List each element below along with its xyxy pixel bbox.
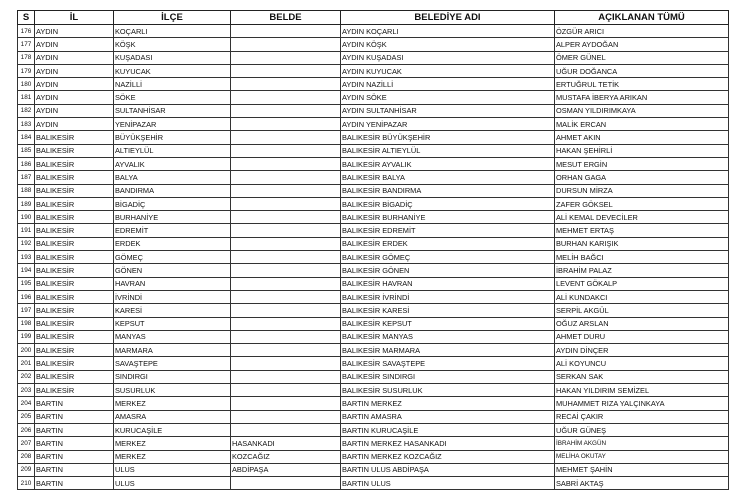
il-cell: AYDIN	[35, 91, 114, 104]
belediye-cell: BARTIN MERKEZ HASANKADI	[341, 437, 555, 450]
belde-cell: HASANKADI	[231, 437, 341, 450]
candidate-cell: OĞUZ ARSLAN	[555, 317, 729, 330]
candidate-cell: MALİK ERCAN	[555, 118, 729, 131]
ilce-cell: SUSURLUK	[114, 384, 231, 397]
belediye-cell: BALIKESİR SUSURLUK	[341, 384, 555, 397]
ilce-cell: YENİPAZAR	[114, 118, 231, 131]
row-number-cell: 183	[18, 118, 35, 131]
candidate-cell: MELİHA OKUTAY	[555, 450, 729, 463]
il-cell: BALIKESİR	[35, 224, 114, 237]
table-row	[18, 197, 729, 210]
row-number-cell: 195	[18, 277, 35, 290]
belde-cell	[231, 397, 341, 410]
il-cell: BALIKESİR	[35, 304, 114, 317]
il-cell: BALIKESİR	[35, 317, 114, 330]
row-number-cell: 208	[18, 450, 35, 463]
table-row	[18, 437, 729, 450]
belde-cell: ABDİPAŞA	[231, 463, 341, 476]
table-row	[18, 304, 729, 317]
table-row	[18, 38, 729, 51]
candidate-cell: ZAFER GÖKSEL	[555, 197, 729, 210]
table-row	[18, 277, 729, 290]
belde-cell	[231, 104, 341, 117]
il-cell: BALIKESİR	[35, 384, 114, 397]
belde-cell	[231, 423, 341, 436]
belde-cell	[231, 370, 341, 383]
row-number-cell: 182	[18, 104, 35, 117]
il-cell: BALIKESİR	[35, 290, 114, 303]
belediye-cell: BALIKESİR ALTIEYLÜL	[341, 144, 555, 157]
il-cell: BALIKESİR	[35, 264, 114, 277]
row-number-cell: 184	[18, 131, 35, 144]
belde-cell	[231, 290, 341, 303]
table-row	[18, 397, 729, 410]
belde-cell	[231, 357, 341, 370]
belediye-cell: AYDIN KÖŞK	[341, 38, 555, 51]
candidate-cell: ALİ KOYUNCU	[555, 357, 729, 370]
row-number-cell: 204	[18, 397, 35, 410]
il-cell: BALIKESİR	[35, 277, 114, 290]
table-row	[18, 118, 729, 131]
belediye-cell: BARTIN MERKEZ KOZCAĞIZ	[341, 450, 555, 463]
belediye-cell: BALIKESİR BÜYÜKŞEHİR	[341, 131, 555, 144]
row-number-cell: 194	[18, 264, 35, 277]
belde-cell	[231, 304, 341, 317]
belediye-cell: BARTIN MERKEZ	[341, 397, 555, 410]
row-number-cell: 206	[18, 423, 35, 436]
row-number-cell: 187	[18, 171, 35, 184]
belediye-cell: BALIKESİR KEPSUT	[341, 317, 555, 330]
header-belediye-adi: BELEDİYE ADI	[341, 11, 555, 25]
table-row	[18, 211, 729, 224]
il-cell: AYDIN	[35, 118, 114, 131]
belde-cell	[231, 237, 341, 250]
ilce-cell: AYVALIK	[114, 157, 231, 170]
candidate-cell: ALİ KUNDAKCI	[555, 290, 729, 303]
row-number-cell: 202	[18, 370, 35, 383]
candidate-cell: UĞUR DOĞANCA	[555, 64, 729, 77]
belediye-cell: BALIKESİR BURHANİYE	[341, 211, 555, 224]
candidate-cell: ÖZGÜR ARICI	[555, 25, 729, 38]
candidate-cell: ÖMER GÜNEL	[555, 51, 729, 64]
belediye-cell: BALIKESİR HAVRAN	[341, 277, 555, 290]
ilce-cell: SINDIRGI	[114, 370, 231, 383]
belediye-cell: BALIKESİR ERDEK	[341, 237, 555, 250]
candidate-cell: SERKAN SAK	[555, 370, 729, 383]
il-cell: BALIKESİR	[35, 197, 114, 210]
candidate-cell: İBRAHİM AKGÜN	[555, 437, 729, 450]
row-number-cell: 186	[18, 157, 35, 170]
il-cell: BARTIN	[35, 397, 114, 410]
belediye-cell: BALIKESİR AYVALIK	[341, 157, 555, 170]
belde-cell	[231, 157, 341, 170]
row-number-cell: 191	[18, 224, 35, 237]
ilce-cell: KUŞADASI	[114, 51, 231, 64]
belediye-cell: AYDIN YENİPAZAR	[341, 118, 555, 131]
candidate-cell: RECAİ ÇAKIR	[555, 410, 729, 423]
belediye-cell: AYDIN KUYUCAK	[341, 64, 555, 77]
ilce-cell: MERKEZ	[114, 437, 231, 450]
belediye-cell: BALIKESİR MANYAS	[341, 330, 555, 343]
row-number-cell: 179	[18, 64, 35, 77]
ilce-cell: BANDIRMA	[114, 184, 231, 197]
il-cell: AYDIN	[35, 25, 114, 38]
table-row	[18, 357, 729, 370]
table-row	[18, 131, 729, 144]
belediye-cell: AYDIN SULTANHİSAR	[341, 104, 555, 117]
row-number-cell: 210	[18, 477, 35, 490]
table-row	[18, 251, 729, 264]
il-cell: BALIKESİR	[35, 237, 114, 250]
candidate-cell: BURHAN KARIŞIK	[555, 237, 729, 250]
candidate-cell: OSMAN YILDIRIMKAYA	[555, 104, 729, 117]
candidate-cell: SABRİ AKTAŞ	[555, 477, 729, 490]
belediye-cell: BALIKESİR İVRİNDİ	[341, 290, 555, 303]
il-cell: AYDIN	[35, 51, 114, 64]
table-row	[18, 410, 729, 423]
il-cell: BALIKESİR	[35, 251, 114, 264]
ilce-cell: BÜYÜKŞEHİR	[114, 131, 231, 144]
belde-cell	[231, 277, 341, 290]
ilce-cell: BALYA	[114, 171, 231, 184]
row-number-cell: 196	[18, 290, 35, 303]
belde-cell	[231, 171, 341, 184]
row-number-cell: 188	[18, 184, 35, 197]
il-cell: BALIKESİR	[35, 144, 114, 157]
ilce-cell: KÖŞK	[114, 38, 231, 51]
ilce-cell: MERKEZ	[114, 397, 231, 410]
row-number-cell: 193	[18, 251, 35, 264]
ilce-cell: GÖNEN	[114, 264, 231, 277]
ilce-cell: SAVAŞTEPE	[114, 357, 231, 370]
candidate-cell: ALPER AYDOĞAN	[555, 38, 729, 51]
table-row	[18, 184, 729, 197]
table-row	[18, 290, 729, 303]
belde-cell	[231, 317, 341, 330]
belediye-cell: BARTIN ULUS ABDİPAŞA	[341, 463, 555, 476]
il-cell: BALIKESİR	[35, 157, 114, 170]
candidate-cell: UĞUR GÜNEŞ	[555, 423, 729, 436]
ilce-cell: ULUS	[114, 463, 231, 476]
row-number-cell: 201	[18, 357, 35, 370]
ilce-cell: SÖKE	[114, 91, 231, 104]
row-number-cell: 197	[18, 304, 35, 317]
table-row	[18, 344, 729, 357]
belde-cell	[231, 224, 341, 237]
table-row	[18, 104, 729, 117]
row-number-cell: 185	[18, 144, 35, 157]
candidate-cell: MEHMET ERTAŞ	[555, 224, 729, 237]
candidate-table	[17, 10, 729, 490]
table-row	[18, 264, 729, 277]
ilce-cell: HAVRAN	[114, 277, 231, 290]
candidate-cell: AYDIN DİNÇER	[555, 344, 729, 357]
table-row	[18, 237, 729, 250]
ilce-cell: MARMARA	[114, 344, 231, 357]
header-belde: BELDE	[231, 11, 341, 25]
il-cell: BARTIN	[35, 477, 114, 490]
table-row	[18, 384, 729, 397]
belediye-cell: BALIKESİR GÖMEÇ	[341, 251, 555, 264]
il-cell: BALIKESİR	[35, 330, 114, 343]
table-row	[18, 317, 729, 330]
belediye-cell: BALIKESİR GÖNEN	[341, 264, 555, 277]
il-cell: AYDIN	[35, 104, 114, 117]
belediye-cell: BALIKESİR MARMARA	[341, 344, 555, 357]
candidate-cell: MELİH BAĞCI	[555, 251, 729, 264]
belediye-cell: BALIKESİR BİGADİÇ	[341, 197, 555, 210]
ilce-cell: KEPSUT	[114, 317, 231, 330]
table-row	[18, 64, 729, 77]
il-cell: BARTIN	[35, 463, 114, 476]
candidate-cell: SERPİL AKGÜL	[555, 304, 729, 317]
table-row	[18, 224, 729, 237]
il-cell: AYDIN	[35, 38, 114, 51]
candidate-cell: DURSUN MİRZA	[555, 184, 729, 197]
ilce-cell: KURUCAŞİLE	[114, 423, 231, 436]
belde-cell	[231, 211, 341, 224]
belediye-cell: AYDIN KUŞADASI	[341, 51, 555, 64]
candidate-cell: MUSTAFA İBERYA ARIKAN	[555, 91, 729, 104]
row-number-cell: 176	[18, 25, 35, 38]
belediye-cell: BARTIN ULUS	[341, 477, 555, 490]
belediye-cell: AYDIN NAZİLLİ	[341, 78, 555, 91]
belde-cell: KOZCAĞIZ	[231, 450, 341, 463]
belediye-cell: BARTIN KURUCAŞİLE	[341, 423, 555, 436]
belediye-cell: AYDIN SÖKE	[341, 91, 555, 104]
row-number-cell: 181	[18, 91, 35, 104]
ilce-cell: MANYAS	[114, 330, 231, 343]
candidate-cell: ORHAN GAGA	[555, 171, 729, 184]
il-cell: BARTIN	[35, 423, 114, 436]
row-number-cell: 200	[18, 344, 35, 357]
table-row	[18, 25, 729, 38]
belde-cell	[231, 38, 341, 51]
table-row	[18, 144, 729, 157]
candidate-cell: ERTUĞRUL TETİK	[555, 78, 729, 91]
table-row	[18, 78, 729, 91]
ilce-cell: ULUS	[114, 477, 231, 490]
belediye-cell: BALIKESİR SINDIRGI	[341, 370, 555, 383]
ilce-cell: ERDEK	[114, 237, 231, 250]
ilce-cell: İVRİNDİ	[114, 290, 231, 303]
ilce-cell: SULTANHİSAR	[114, 104, 231, 117]
il-cell: BALIKESİR	[35, 344, 114, 357]
belde-cell	[231, 91, 341, 104]
belde-cell	[231, 131, 341, 144]
il-cell: BALIKESİR	[35, 131, 114, 144]
belediye-cell: BARTIN AMASRA	[341, 410, 555, 423]
header-il: İL	[35, 11, 114, 25]
belde-cell	[231, 197, 341, 210]
belediye-cell: BALIKESİR KARESİ	[341, 304, 555, 317]
belde-cell	[231, 384, 341, 397]
il-cell: BALIKESİR	[35, 370, 114, 383]
ilce-cell: NAZİLLİ	[114, 78, 231, 91]
ilce-cell: KARESİ	[114, 304, 231, 317]
row-number-cell: 192	[18, 237, 35, 250]
belde-cell	[231, 477, 341, 490]
row-number-cell: 205	[18, 410, 35, 423]
ilce-cell: BİGADİÇ	[114, 197, 231, 210]
table-row	[18, 477, 729, 490]
ilce-cell: GÖMEÇ	[114, 251, 231, 264]
belediye-cell: AYDIN KOÇARLI	[341, 25, 555, 38]
belediye-cell: BALIKESİR SAVAŞTEPE	[341, 357, 555, 370]
table-row	[18, 423, 729, 436]
row-number-cell: 209	[18, 463, 35, 476]
row-number-cell: 189	[18, 197, 35, 210]
candidate-cell: MEHMET ŞAHİN	[555, 463, 729, 476]
ilce-cell: BURHANİYE	[114, 211, 231, 224]
candidate-cell: HAKAN YILDIRIM SEMİZEL	[555, 384, 729, 397]
il-cell: AYDIN	[35, 64, 114, 77]
ilce-cell: MERKEZ	[114, 450, 231, 463]
header-row	[18, 11, 729, 25]
belde-cell	[231, 251, 341, 264]
table-row	[18, 330, 729, 343]
belde-cell	[231, 344, 341, 357]
belediye-cell: BALIKESİR BANDIRMA	[341, 184, 555, 197]
row-number-cell: 207	[18, 437, 35, 450]
belde-cell	[231, 410, 341, 423]
il-cell: BALIKESİR	[35, 171, 114, 184]
il-cell: BALIKESİR	[35, 184, 114, 197]
ilce-cell: KUYUCAK	[114, 64, 231, 77]
row-number-cell: 177	[18, 38, 35, 51]
belde-cell	[231, 264, 341, 277]
belde-cell	[231, 144, 341, 157]
ilce-cell: AMASRA	[114, 410, 231, 423]
ilce-cell: ALTIEYLÜL	[114, 144, 231, 157]
row-number-cell: 199	[18, 330, 35, 343]
candidate-cell: ALİ KEMAL DEVECİLER	[555, 211, 729, 224]
row-number-cell: 198	[18, 317, 35, 330]
belde-cell	[231, 64, 341, 77]
belediye-cell: BALIKESİR EDREMİT	[341, 224, 555, 237]
candidate-cell: MESUT ERGİN	[555, 157, 729, 170]
table-row	[18, 91, 729, 104]
belde-cell	[231, 51, 341, 64]
candidate-cell: HAKAN ŞEHİRLİ	[555, 144, 729, 157]
table-row	[18, 370, 729, 383]
row-number-cell: 178	[18, 51, 35, 64]
header-ilce: İLÇE	[114, 11, 231, 25]
candidate-cell: AHMET AKIN	[555, 131, 729, 144]
table-row	[18, 157, 729, 170]
candidate-cell: MUHAMMET RIZA YALÇINKAYA	[555, 397, 729, 410]
row-number-cell: 180	[18, 78, 35, 91]
belde-cell	[231, 330, 341, 343]
ilce-cell: EDREMİT	[114, 224, 231, 237]
table-row	[18, 463, 729, 476]
table-row	[18, 450, 729, 463]
belediye-cell: BALIKESİR BALYA	[341, 171, 555, 184]
ilce-cell: KOÇARLI	[114, 25, 231, 38]
row-number-cell: 190	[18, 211, 35, 224]
table-row	[18, 51, 729, 64]
candidate-cell: LEVENT GÖKALP	[555, 277, 729, 290]
row-number-cell: 203	[18, 384, 35, 397]
belde-cell	[231, 78, 341, 91]
il-cell: BARTIN	[35, 410, 114, 423]
table-row	[18, 171, 729, 184]
table-header	[18, 11, 729, 25]
il-cell: BALIKESİR	[35, 357, 114, 370]
belde-cell	[231, 118, 341, 131]
belde-cell	[231, 25, 341, 38]
il-cell: BARTIN	[35, 437, 114, 450]
il-cell: BALIKESİR	[35, 211, 114, 224]
table-body	[18, 25, 729, 490]
belde-cell	[231, 184, 341, 197]
candidate-cell: AHMET DURU	[555, 330, 729, 343]
candidate-cell: İBRAHİM PALAZ	[555, 264, 729, 277]
header-s: S	[18, 11, 35, 25]
il-cell: BARTIN	[35, 450, 114, 463]
il-cell: AYDIN	[35, 78, 114, 91]
header-aciklanan-tumu: AÇIKLANAN TÜMÜ	[555, 11, 729, 25]
